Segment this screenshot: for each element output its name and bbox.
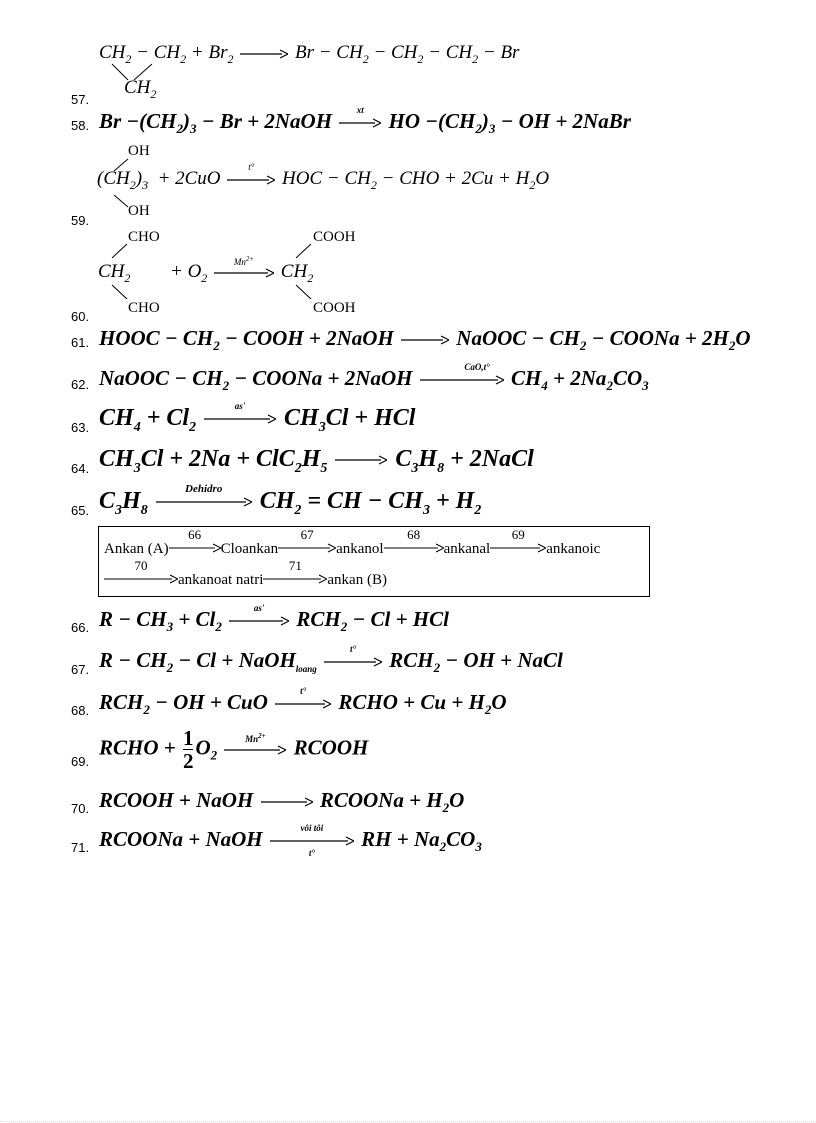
text: CO xyxy=(612,366,643,390)
reaction-arrow xyxy=(229,603,289,626)
arrow-label: Mn xyxy=(233,256,246,267)
reaction-arrow xyxy=(339,105,381,128)
reaction-arrow xyxy=(204,401,276,424)
reaction-scheme-box xyxy=(98,526,650,597)
text: CH xyxy=(99,446,134,472)
arrow-label: t° xyxy=(248,161,255,172)
equation-number: 57. xyxy=(71,92,90,107)
scheme-arrow xyxy=(384,527,444,558)
reaction-arrow xyxy=(335,455,387,465)
sub: 2 xyxy=(307,270,314,285)
text: + 2NaCl xyxy=(444,446,534,472)
text: NaOOC − CH xyxy=(99,366,223,390)
equation-number: 65. xyxy=(71,503,90,518)
scheme-arrow xyxy=(104,558,178,589)
text: ) xyxy=(481,109,489,133)
text: RCH xyxy=(296,607,341,631)
scheme-step: ankanal xyxy=(443,541,491,557)
scheme-step: Cloankan xyxy=(220,541,279,557)
sub: 2 xyxy=(484,702,492,718)
reaction-arrow xyxy=(156,483,252,507)
sub: 2 xyxy=(433,660,441,676)
scheme-arrow xyxy=(169,527,221,558)
text: + Cl xyxy=(140,405,190,431)
text: RCOOH xyxy=(293,735,369,760)
arrow-label: t° xyxy=(300,686,307,697)
text: + O xyxy=(170,261,202,282)
text: H xyxy=(418,446,438,472)
sub: 3 xyxy=(642,378,649,394)
scheme-arrow xyxy=(263,558,327,589)
sub: 3 xyxy=(166,619,174,635)
sub: 5 xyxy=(320,460,328,476)
text: − CH xyxy=(423,42,473,63)
text: − OH + NaCl xyxy=(440,648,563,672)
sub: 2 xyxy=(475,121,482,137)
text: RCH xyxy=(389,648,434,672)
text: RCOONa + H xyxy=(319,788,443,812)
step-number: 70 xyxy=(134,558,148,574)
sub: 2 xyxy=(439,839,447,855)
text: RCHO + Cu + H xyxy=(338,690,485,714)
sub: 4 xyxy=(541,378,548,394)
eq57-ch2-a: CH xyxy=(99,42,126,63)
sub: 2 xyxy=(222,378,230,394)
text: − Br xyxy=(478,42,520,63)
eq57-ch2-bottom: CH xyxy=(124,77,151,98)
scheme-arrow xyxy=(490,527,546,558)
step-number: 68 xyxy=(407,527,421,543)
equation-number: 62. xyxy=(71,377,90,392)
arrow-label: CaO,t° xyxy=(464,362,490,373)
sub: 2 xyxy=(606,378,613,394)
equation-number: 67. xyxy=(71,662,90,677)
arrow-label: Mn xyxy=(245,733,259,744)
sub: 2 xyxy=(150,86,157,101)
sub: 3 xyxy=(422,502,430,518)
text: ) xyxy=(183,109,190,133)
sub: 2 xyxy=(166,660,174,676)
bond-line xyxy=(294,283,314,301)
sub: 2 xyxy=(124,270,131,285)
reaction-arrow xyxy=(420,362,504,385)
sub: 3 xyxy=(115,502,123,518)
text: R − CH xyxy=(99,648,167,672)
equation-number: 63. xyxy=(71,420,90,435)
sub: 2 xyxy=(728,338,736,354)
text: + 2Na xyxy=(547,366,607,390)
text: NaOOC − CH xyxy=(456,326,580,350)
text: − Br + 2NaOH xyxy=(196,109,333,133)
reaction-arrow xyxy=(270,823,354,859)
cooh-bottom: COOH xyxy=(313,300,356,316)
sub: 2 xyxy=(472,51,479,66)
text: CH xyxy=(284,405,319,431)
text: = CH − CH xyxy=(301,488,423,514)
text: CH xyxy=(280,261,308,282)
scheme-step: ankanoat natri xyxy=(178,572,264,588)
text: CH xyxy=(510,366,542,390)
reaction-arrow xyxy=(261,797,313,807)
sub: 3 xyxy=(133,460,141,476)
text: HO −(CH xyxy=(388,109,476,133)
sub: 2 xyxy=(294,502,302,518)
text: − CHO + 2Cu + H xyxy=(376,168,530,189)
arrow-label: as' xyxy=(253,603,265,614)
text: O xyxy=(535,168,550,189)
sub: 2 xyxy=(215,619,222,635)
text: O xyxy=(449,788,465,812)
text: + H xyxy=(429,488,475,514)
eq57-ch2-b: CH xyxy=(153,42,181,63)
step-number: 69 xyxy=(511,527,525,543)
step-number: 67 xyxy=(300,527,314,543)
text: CO xyxy=(446,827,476,851)
numerator: 1 xyxy=(182,726,194,750)
text: + 2CuO xyxy=(157,168,221,189)
text: ) xyxy=(135,168,143,189)
sub: loang xyxy=(295,664,317,675)
oh-bottom: OH xyxy=(128,203,150,219)
bond-line xyxy=(110,242,130,260)
text: O xyxy=(195,735,211,760)
equation-number: 70. xyxy=(71,801,90,816)
sub: 2 xyxy=(201,270,208,285)
text: − OH + CuO xyxy=(149,690,268,714)
sub: 2 xyxy=(129,177,136,192)
text: RCOOH + NaOH xyxy=(99,788,254,812)
sup: 2+ xyxy=(258,731,266,740)
equation-number: 69. xyxy=(71,754,90,769)
scheme-start: Ankan (A) xyxy=(104,541,169,557)
sub: 3 xyxy=(475,839,482,855)
cho-top: CHO xyxy=(128,229,160,245)
text: (CH xyxy=(97,168,130,189)
text: − COONa + 2H xyxy=(586,326,729,350)
sub: 2 xyxy=(529,177,536,192)
step-number: 71 xyxy=(288,558,302,574)
text: CH xyxy=(98,261,125,282)
reaction-arrow xyxy=(401,335,449,345)
sup: 2+ xyxy=(245,254,255,263)
text: R − CH xyxy=(99,607,167,631)
page-footer-divider xyxy=(0,1121,816,1122)
sub: 2 xyxy=(227,51,234,66)
sub: 8 xyxy=(140,502,148,518)
arrow-label: xt xyxy=(356,105,364,116)
text: H xyxy=(301,446,321,472)
text: RCOONa + NaOH xyxy=(99,827,263,851)
sub: 2 xyxy=(210,747,218,763)
arrow-label: vôi tôi xyxy=(300,823,324,834)
text: − COONa + 2NaOH xyxy=(229,366,413,390)
text: − CH xyxy=(368,42,418,63)
eq57-product: Br − CH xyxy=(294,42,363,63)
text: Cl + 2Na + ClC xyxy=(140,446,295,472)
equation-number: 59. xyxy=(71,213,90,228)
arrow-label-below: t° xyxy=(308,848,315,859)
arrow-label: Dehidro xyxy=(185,483,223,496)
sub: 3 xyxy=(318,419,326,435)
text: RCH xyxy=(99,690,144,714)
text: Br −(CH xyxy=(99,109,177,133)
text: − Cl + NaOH xyxy=(173,648,296,672)
text: C xyxy=(99,488,116,514)
sub: 2 xyxy=(417,51,424,66)
equation-number: 58. xyxy=(71,118,90,133)
scheme-step: ankanoic xyxy=(546,541,601,557)
equation-number: 68. xyxy=(71,703,90,718)
reaction-arrow xyxy=(324,644,382,667)
text: − Cl + HCl xyxy=(347,607,449,631)
denominator: 2 xyxy=(182,749,194,773)
reaction-arrow xyxy=(227,161,275,185)
reaction-arrow xyxy=(214,254,274,278)
scheme-arrow xyxy=(278,527,336,558)
arrow-label: as' xyxy=(234,401,246,412)
text: RH + Na xyxy=(361,827,440,851)
text: HOC − CH xyxy=(282,168,371,189)
equation-number: 60. xyxy=(71,309,90,324)
step-number: 66 xyxy=(188,527,202,543)
reaction-arrow xyxy=(224,731,286,755)
text: C xyxy=(395,446,412,472)
text: CH xyxy=(99,405,134,431)
sub: 8 xyxy=(437,460,445,476)
sub: 2 xyxy=(125,51,132,66)
text: CH xyxy=(259,488,295,514)
oh-top: OH xyxy=(128,143,150,159)
text: O xyxy=(491,690,507,714)
sub: 2 xyxy=(180,51,187,66)
scheme-step: ankan (B) xyxy=(327,572,387,588)
text: O xyxy=(735,326,751,350)
sub: 2 xyxy=(143,702,150,718)
text: Cl + HCl xyxy=(325,405,416,431)
text: − OH + 2NaBr xyxy=(495,109,631,133)
text: RCHO + xyxy=(99,735,181,760)
text: H xyxy=(122,488,141,514)
sub: 2 xyxy=(213,338,220,354)
sub: 2 xyxy=(370,177,377,192)
equation-number: 61. xyxy=(71,335,90,350)
sub: 2 xyxy=(176,121,183,137)
bond-line xyxy=(110,283,130,301)
cooh-top: COOH xyxy=(313,229,356,245)
text: − COOH + 2NaOH xyxy=(219,326,394,350)
equation-number: 66. xyxy=(71,620,90,635)
sub: 2 xyxy=(442,800,450,816)
equation-number: 64. xyxy=(71,461,90,476)
equation-number: 71. xyxy=(71,840,90,855)
sub: 2 xyxy=(189,419,197,435)
sub: 2 xyxy=(474,502,482,518)
sub: 3 xyxy=(488,121,496,137)
bond-line xyxy=(294,242,314,260)
cho-bottom: CHO xyxy=(128,300,160,316)
sub: 3 xyxy=(411,460,419,476)
fraction xyxy=(183,727,194,772)
sub: 2 xyxy=(294,460,302,476)
eq57-br2: + Br xyxy=(190,42,228,63)
reaction-arrow xyxy=(275,686,331,709)
reaction-arrow xyxy=(240,49,288,59)
text: HOOC − CH xyxy=(99,326,214,350)
text: + Cl xyxy=(173,607,216,631)
scheme-step: ankanol xyxy=(336,541,384,557)
arrow-label: t° xyxy=(349,644,357,655)
dash: − xyxy=(136,42,149,63)
sub: 2 xyxy=(340,619,348,635)
sub: 4 xyxy=(133,419,141,435)
sub: 2 xyxy=(579,338,587,354)
sub: 3 xyxy=(190,121,197,137)
sub: 3 xyxy=(142,177,149,192)
sub: 2 xyxy=(362,51,369,66)
